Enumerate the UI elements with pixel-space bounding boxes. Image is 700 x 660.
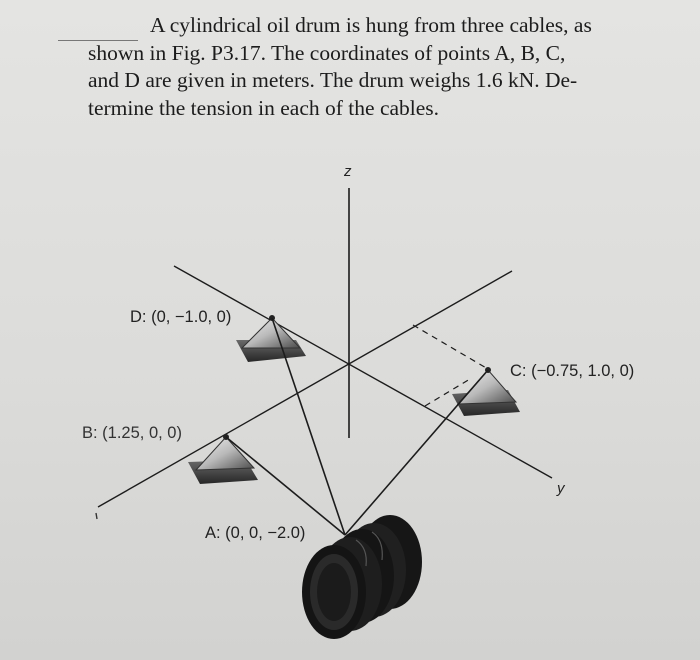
problem-line-2: shown in Fig. P3.17. The coordinates of points A, B, C,: [88, 40, 566, 65]
point-d-label: D: (0, −1.0, 0): [130, 308, 232, 326]
y-axis-label: y: [557, 480, 565, 497]
oil-drum: [302, 515, 422, 639]
point-c-label: C: (−0.75, 1.0, 0): [510, 362, 635, 380]
cable-ac: [345, 370, 488, 535]
point-a-label: A: (0, 0, −2.0): [205, 524, 306, 542]
x-axis-tick: [96, 513, 97, 519]
mount-b: [188, 434, 258, 484]
x-axis: [98, 271, 512, 507]
cable-ad: [272, 318, 345, 535]
dashed-guide-1: [413, 325, 488, 369]
point-b-label: B: (1.25, 0, 0): [82, 424, 182, 442]
mount-d: [236, 315, 306, 362]
z-axis-label: z: [344, 163, 352, 180]
problem-line-4: termine the tension in each of the cables.: [88, 95, 440, 120]
cable-ab: [226, 437, 345, 535]
problem-line-3: and D are given in meters. The drum weighs 1.6 kN. De-: [88, 68, 578, 92]
problem-line-1: A cylindrical oil drum is hung from three cables, as: [150, 13, 592, 37]
